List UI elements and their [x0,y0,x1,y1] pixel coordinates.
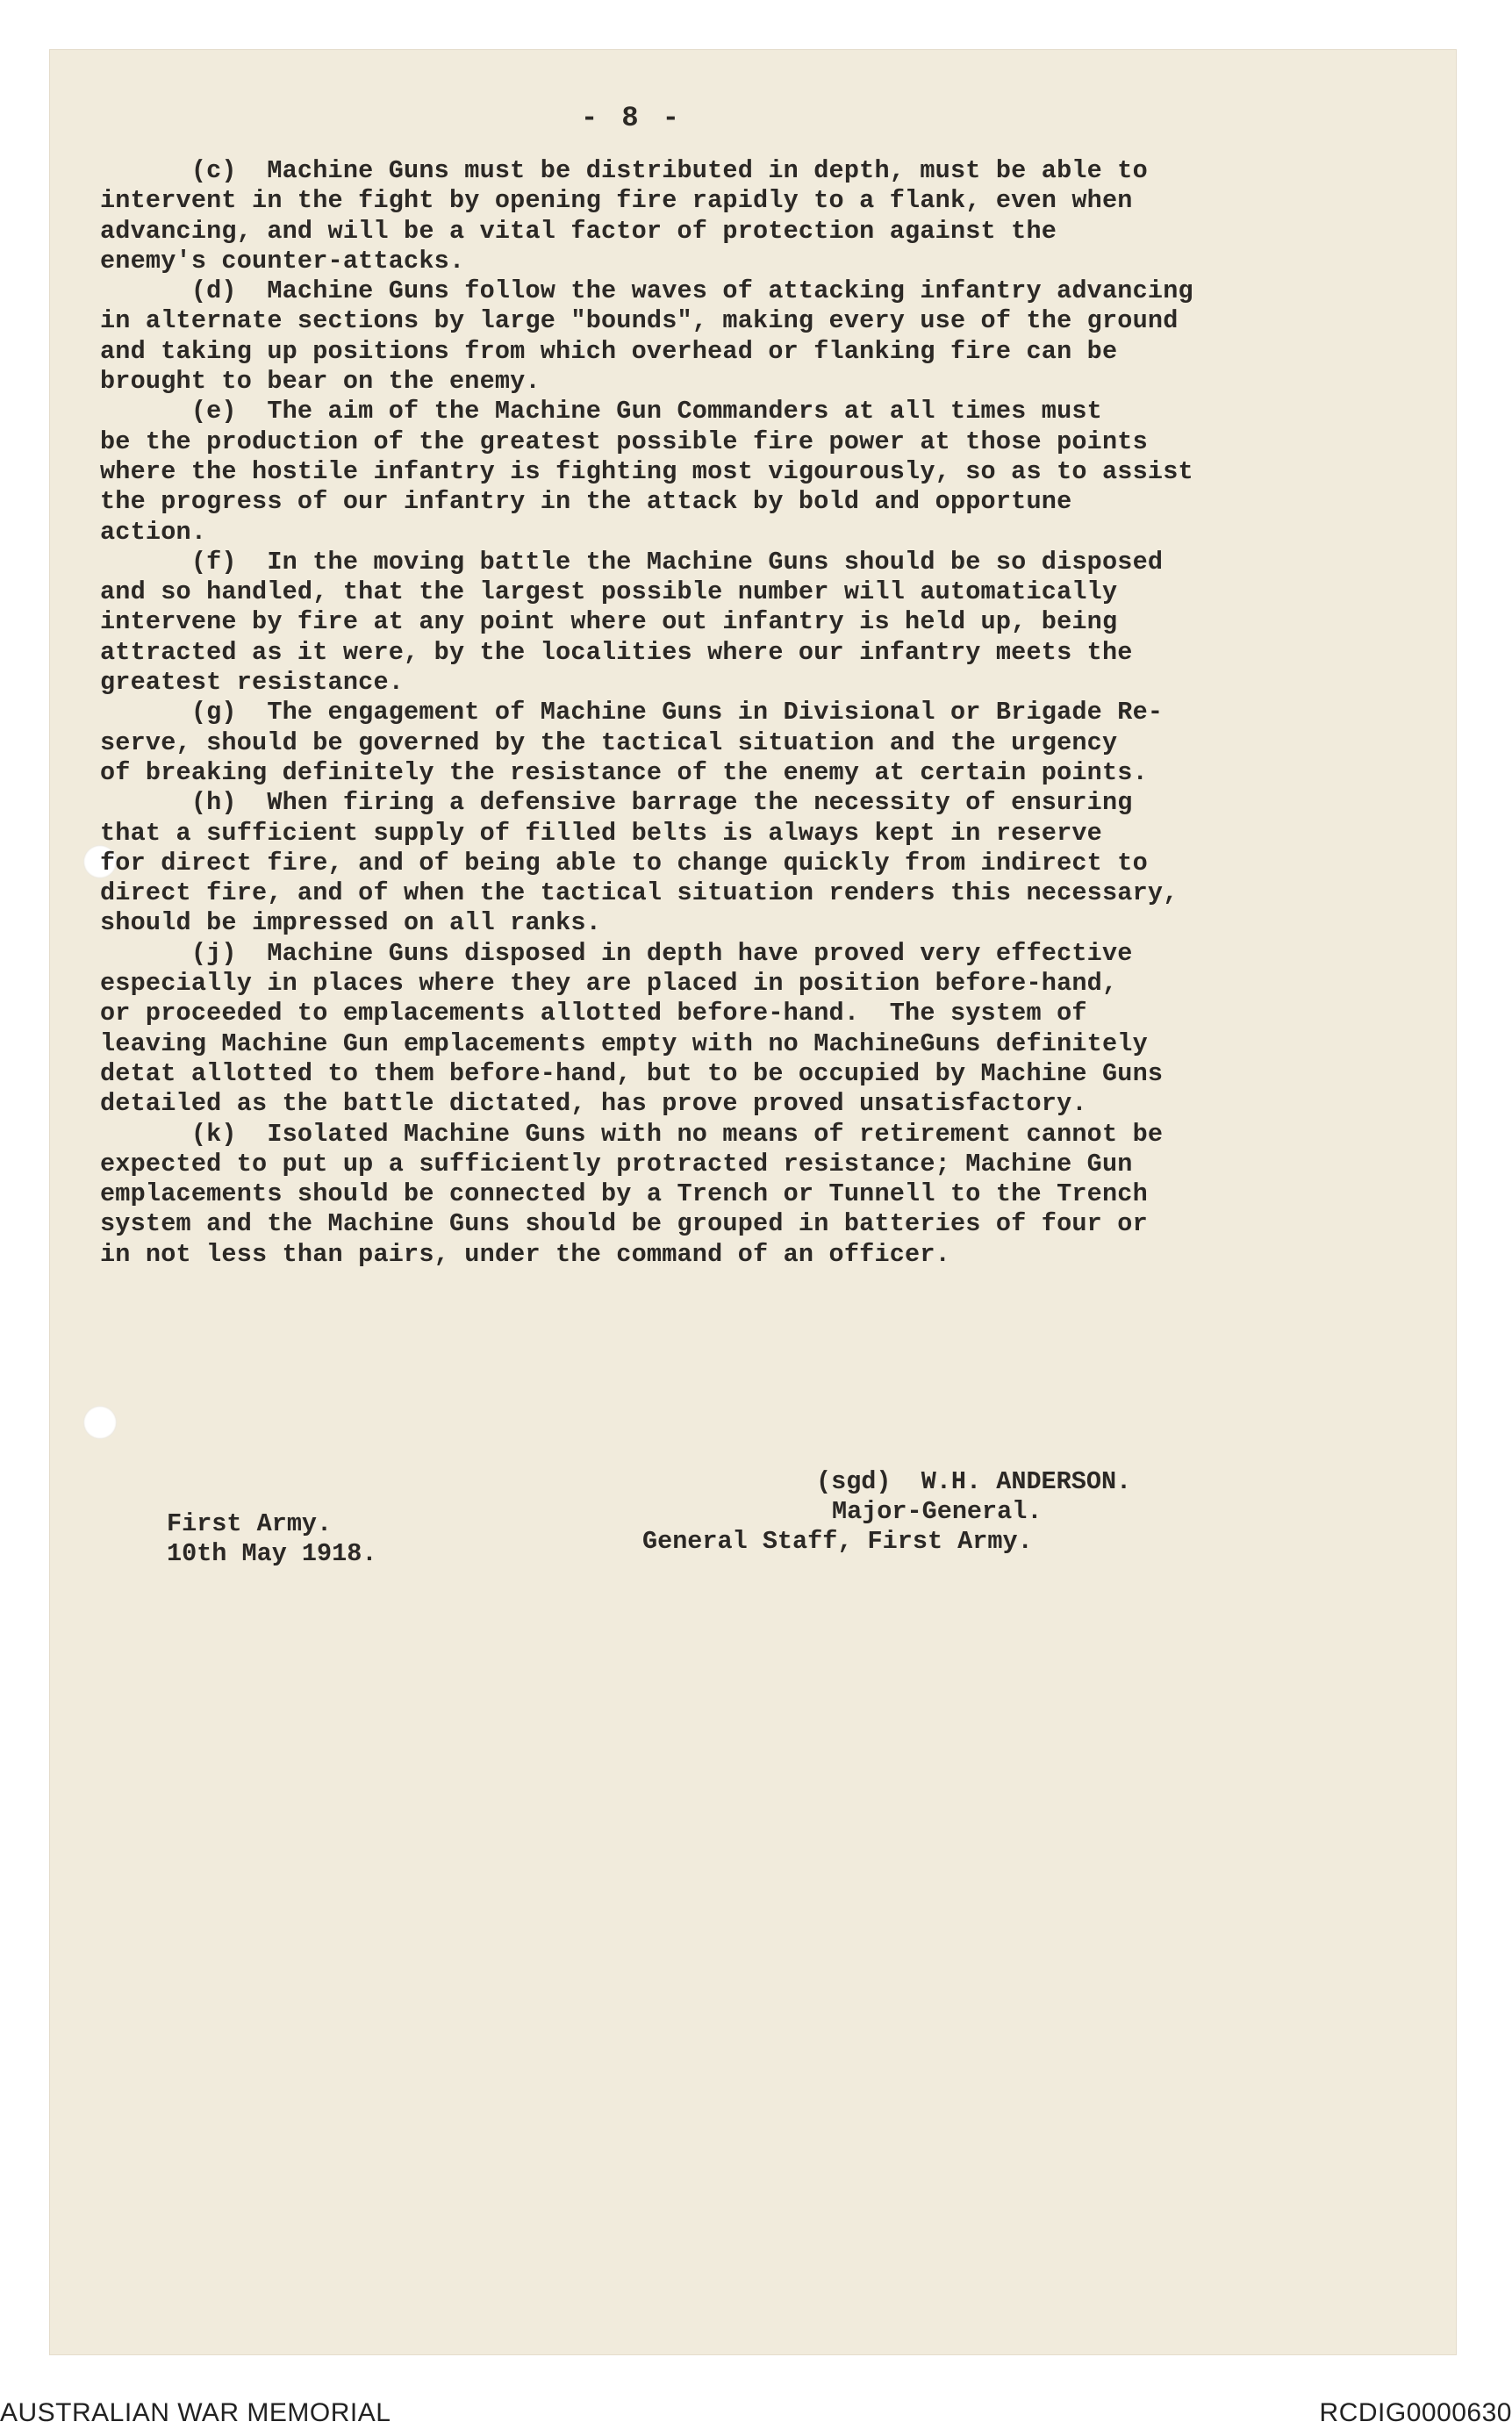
text-line: (f) In the moving battle the Machine Guns should be so disposed [100,547,1164,577]
text-line: and taking up positions from which overhead or flanking fire can be [100,336,1118,366]
text-line: especially in places where they are placed in position before-hand, [100,969,1118,999]
text-line: for direct fire, and of being able to change quickly from indirect to [100,848,1148,878]
signature-office: General Staff, First Army. [642,1527,1033,1556]
text-line: (k) Isolated Machine Guns with no means of retirement cannot be [100,1119,1164,1149]
body-text [100,156,1364,1270]
text-line: detailed as the battle dictated, has prove proved unsatisfactory. [100,1089,1087,1119]
text-line: (d) Machine Guns follow the waves of attacking infantry advancing [100,276,1193,306]
text-line: in alternate sections by large "bounds", making every use of the ground [100,306,1179,336]
text-line: of breaking definitely the resistance of the enemy at certain points. [100,757,1148,787]
text-line: greatest resistance. [100,668,405,698]
origin-date: 10th May 1918. [167,1539,377,1568]
text-line: and so handled, that the largest possible number will automatically [100,577,1118,607]
text-line: intervent in the fight by opening fire rapidly to a flank, even when [100,186,1133,216]
text-line: direct fire, and of when the tactical situation renders this necessary, [100,878,1179,908]
text-line: action. [100,517,207,547]
text-line: should be impressed on all ranks. [100,908,601,938]
text-line: expected to put up a sufficiently protracted resistance; Machine Gun [100,1149,1133,1179]
text-line: (e) The aim of the Machine Gun Commanders at all times must [100,397,1102,426]
text-line: the progress of our infantry in the attack by bold and opportune [100,487,1072,517]
text-line: system and the Machine Guns should be grouped in batteries of four or [100,1209,1148,1239]
text-line: in not less than pairs, under the command of an officer. [100,1239,950,1269]
signature-rank: Major-General. [832,1497,1043,1526]
signature-line: (sgd) W.H. ANDERSON. [816,1467,1132,1496]
text-line: (c) Machine Guns must be distributed in depth, must be able to [100,156,1148,185]
text-line: emplacements should be connected by a Trench or Tunnell to the Trench [100,1179,1148,1209]
text-line: attracted as it were, by the localities where our infantry meets the [100,637,1133,667]
text-line: or proceeded to emplacements allotted before-hand. The system of [100,999,1087,1028]
text-line: (g) The engagement of Machine Guns in Divisional or Brigade Re- [100,698,1164,727]
text-line: serve, should be governed by the tactical situation and the urgency [100,727,1118,757]
text-line: enemy's counter-attacks. [100,246,465,276]
text-line: intervene by fire at any point where out infantry is held up, being [100,607,1118,637]
text-line: detat allotted to them before-hand, but to be occupied by Machine Guns [100,1058,1164,1088]
footer-right: RCDIG0000630 [1319,2398,1512,2427]
text-line: where the hostile infantry is fighting most vigourously, so as to assist [100,456,1193,486]
text-line: that a sufficient supply of filled belts is always kept in reserve [100,818,1102,848]
text-line: advancing, and will be a vital factor of protection against the [100,216,1057,246]
text-line: leaving Machine Gun emplacements empty with no MachineGuns definitely [100,1028,1148,1058]
origin-army: First Army. [167,1509,333,1538]
text-line: (h) When firing a defensive barrage the necessity of ensuring [100,788,1133,818]
text-line: (j) Machine Guns disposed in depth have proved very effective [100,938,1133,968]
text-line: brought to bear on the enemy. [100,367,541,397]
footer-left: AUSTRALIAN WAR MEMORIAL [0,2398,391,2427]
page-number: - 8 - [580,102,683,134]
text-line: be the production of the greatest possible fire power at those points [100,426,1148,456]
punch-hole [83,1406,117,1439]
